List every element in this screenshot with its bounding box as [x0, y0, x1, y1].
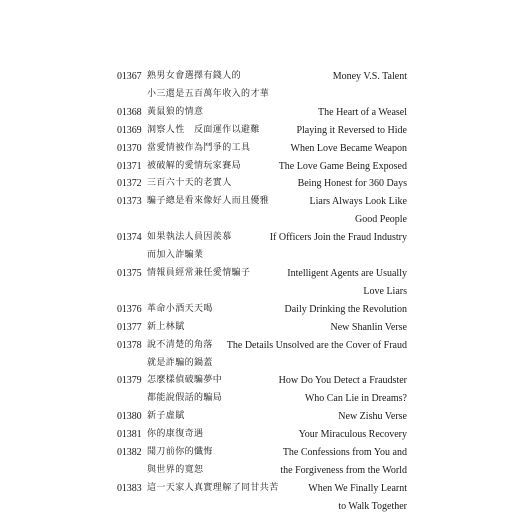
- entry-number: 01371: [117, 160, 142, 172]
- entry-number: 01381: [117, 429, 142, 441]
- english-title: to Walk Together: [338, 500, 407, 512]
- toc-row: [117, 211, 407, 229]
- english-title: The Confessions from You and: [282, 447, 407, 459]
- english-title: Who Can Lie in Dreams?: [304, 393, 407, 405]
- english-title: The Details Unsolved are the Cover of Fraud: [226, 339, 407, 351]
- toc-row: [117, 444, 407, 462]
- entry-number: [117, 355, 147, 373]
- english-title: The Love Game Being Exposed: [278, 160, 407, 172]
- english-title: If Officers Join the Fraud Industry: [269, 232, 407, 244]
- toc-row: [117, 175, 407, 193]
- chinese-title: 說不清楚的角落: [147, 339, 213, 350]
- chinese-title: 洞察人性 反面運作以避難: [147, 124, 260, 135]
- chinese-title: 三百六十天的老實人: [147, 178, 232, 189]
- english-title: Money V.S. Talent: [332, 71, 407, 82]
- chinese-title: 黃鼠狼的情意: [147, 106, 204, 117]
- english-title: Good People: [355, 214, 407, 226]
- english-title: When Love Became Weapon: [290, 142, 407, 154]
- entry-number: 01370: [117, 142, 142, 154]
- entry-number: [117, 247, 147, 265]
- chinese-title: 熟男女會選擇有錢人的: [147, 71, 242, 81]
- english-title: Your Miraculous Recovery: [298, 429, 407, 441]
- toc-row: [117, 372, 407, 390]
- chinese-title: 你的康復奇遇: [147, 429, 204, 440]
- toc-row: [117, 319, 407, 337]
- english-title: The Heart of a Weasel: [318, 106, 407, 118]
- toc-row: [117, 337, 407, 355]
- entry-number: [117, 211, 147, 229]
- chinese-title: 當愛情被作為鬥爭的工具: [147, 142, 251, 153]
- english-title: Being Honest for 360 Days: [297, 178, 407, 190]
- chinese-title: 怎麼樣偵破騙夢中: [147, 375, 223, 386]
- chinese-title: 革命小酒天天喝: [147, 303, 213, 314]
- toc-row: [117, 355, 407, 373]
- entry-number: 01382: [117, 447, 142, 459]
- toc-row: [117, 498, 407, 516]
- english-title: Playing it Reversed to Hide: [296, 124, 407, 136]
- entry-number: 01378: [117, 339, 142, 351]
- english-title: When We Finally Learnt: [308, 482, 407, 494]
- entry-number: 01377: [117, 321, 142, 333]
- toc-row: [117, 480, 407, 498]
- english-title: Intelligent Agents are Usually: [287, 267, 407, 279]
- toc-row: [117, 283, 407, 301]
- english-title: New Shanlin Verse: [330, 321, 407, 333]
- toc-row: [117, 247, 407, 265]
- chinese-title: 都能說假話的騙局: [147, 393, 223, 404]
- chinese-title: [147, 211, 355, 229]
- chinese-title: 新上林賦: [147, 321, 185, 332]
- entry-number: [117, 86, 147, 104]
- toc-row: [117, 122, 407, 140]
- entry-number: 01380: [117, 411, 142, 423]
- toc-row: [117, 462, 407, 480]
- entry-number: 01373: [117, 196, 142, 208]
- toc-row: [117, 68, 407, 86]
- entry-number: 01375: [117, 267, 142, 279]
- toc-row: [117, 426, 407, 444]
- english-title: How Do You Detect a Fraudster: [278, 375, 407, 387]
- chinese-title: [147, 498, 338, 516]
- entry-number: 01372: [117, 178, 142, 190]
- table-of-contents: [117, 68, 407, 516]
- entry-number: 01383: [117, 482, 142, 494]
- entry-number: 01369: [117, 124, 142, 136]
- entry-number: [117, 462, 147, 480]
- chinese-title: 與世界的寬恕: [147, 464, 204, 475]
- entry-number: [117, 283, 147, 301]
- entry-number: 01379: [117, 375, 142, 387]
- entry-number: [117, 390, 147, 408]
- english-title: Love Liars: [363, 285, 407, 297]
- chinese-title: [147, 283, 363, 301]
- entry-number: 01367: [117, 71, 142, 82]
- toc-row: [117, 193, 407, 211]
- toc-row: [117, 104, 407, 122]
- chinese-title: 聞刀前你的懺悔: [147, 447, 213, 458]
- chinese-title: 新子虛賦: [147, 411, 185, 422]
- entry-number: [117, 498, 147, 516]
- toc-row: [117, 390, 407, 408]
- chinese-title: 如果執法人員因羨慕: [147, 232, 232, 243]
- toc-row: [117, 301, 407, 319]
- chinese-title: 這一天家人真實理解了同甘共苦: [147, 482, 279, 493]
- toc-row: [117, 140, 407, 158]
- entry-number: 01374: [117, 232, 142, 244]
- chinese-title: 而加入詐騙業: [147, 250, 204, 261]
- toc-row: [117, 229, 407, 247]
- english-title: the Forgiveness from the World: [280, 464, 407, 476]
- toc-row: [117, 265, 407, 283]
- english-title: Liars Always Look Like: [309, 196, 407, 208]
- english-title: Daily Drinking the Revolution: [284, 303, 407, 315]
- entry-number: 01368: [117, 106, 142, 118]
- toc-row: [117, 408, 407, 426]
- toc-row: [117, 158, 407, 176]
- chinese-title: 小三還是五百萬年收入的才華: [147, 88, 270, 99]
- chinese-title: 騙子總是看來像好人而且優雅: [147, 196, 270, 207]
- english-title: New Zishu Verse: [338, 411, 407, 423]
- chinese-title: 情報員經常兼任愛情騙子: [147, 267, 251, 278]
- chinese-title: 就是詐騙的鍋蓋: [147, 357, 213, 368]
- toc-row: [117, 86, 407, 104]
- entry-number: 01376: [117, 303, 142, 315]
- chinese-title: 被破解的愛情玩家賽局: [147, 160, 242, 171]
